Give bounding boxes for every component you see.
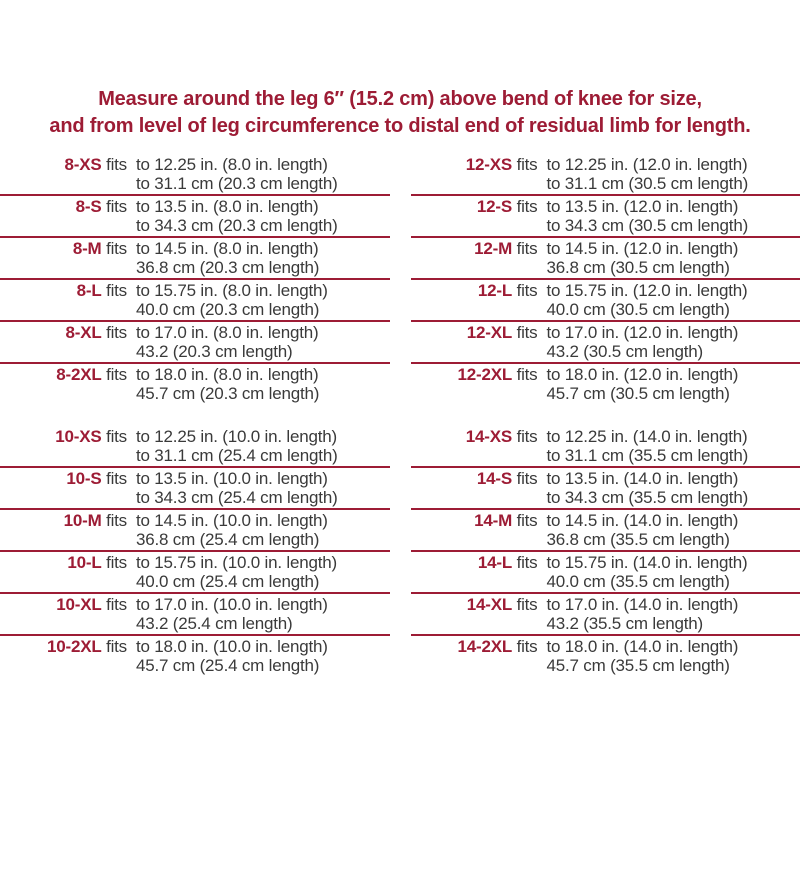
fits-label: fits [517, 323, 538, 342]
size-label-cell [411, 553, 538, 591]
fits-label: fits [517, 365, 538, 384]
size-table [0, 154, 800, 676]
cm-value: 36.8 cm (30.5 cm length) [547, 258, 800, 277]
size-code: 10-XL [56, 595, 101, 614]
size-row [411, 426, 800, 466]
size-row [0, 426, 390, 466]
size-group-14 [411, 426, 800, 676]
size-code: 14-2XL [457, 637, 512, 656]
fits-label: fits [106, 553, 127, 572]
cm-value: 40.0 cm (30.5 cm length) [547, 300, 800, 319]
size-code: 10-L [67, 553, 101, 572]
size-values [136, 553, 390, 591]
cm-value: to 31.1 cm (30.5 cm length) [547, 174, 800, 193]
fits-label: fits [517, 553, 538, 572]
cm-value: to 34.3 cm (25.4 cm length) [136, 488, 390, 507]
inches-value: to 12.25 in. (12.0 in. length) [547, 155, 800, 174]
cm-value: to 34.3 cm (20.3 cm length) [136, 216, 390, 235]
size-code: 14-M [474, 511, 512, 530]
cm-value: to 31.1 cm (25.4 cm length) [136, 446, 390, 465]
size-values [136, 595, 390, 633]
size-label-cell [411, 595, 538, 633]
cm-value: 45.7 cm (30.5 cm length) [547, 384, 800, 403]
size-row [0, 508, 390, 550]
size-values [547, 323, 800, 361]
inches-value: to 15.75 in. (14.0 in. length) [547, 553, 800, 572]
size-label-cell [0, 427, 127, 465]
size-row [411, 320, 800, 362]
size-values [547, 155, 800, 193]
size-code: 8-L [77, 281, 102, 300]
size-label-cell [0, 511, 127, 549]
inches-value: to 12.25 in. (14.0 in. length) [547, 427, 800, 446]
fits-label: fits [517, 281, 538, 300]
fits-label: fits [517, 427, 538, 446]
size-code: 14-S [477, 469, 512, 488]
size-row [0, 278, 390, 320]
size-label-cell [0, 365, 127, 403]
fits-label: fits [517, 469, 538, 488]
inches-value: to 14.5 in. (8.0 in. length) [136, 239, 390, 258]
size-code: 12-M [474, 239, 512, 258]
size-label-cell [0, 239, 127, 277]
fits-label: fits [106, 197, 127, 216]
instruction-line-1: Measure around the leg 6″ (15.2 cm) above bend of knee for size, [0, 86, 800, 113]
size-label-cell [0, 469, 127, 507]
size-values [547, 427, 800, 465]
size-label-cell [411, 197, 538, 235]
size-values [136, 323, 390, 361]
size-values [136, 239, 390, 277]
size-row [0, 194, 390, 236]
size-code: 12-XS [466, 155, 512, 174]
cm-value: to 31.1 cm (20.3 cm length) [136, 174, 390, 193]
cm-value: 36.8 cm (35.5 cm length) [547, 530, 800, 549]
size-row [0, 236, 390, 278]
size-label-cell [411, 637, 538, 675]
inches-value: to 18.0 in. (10.0 in. length) [136, 637, 390, 656]
inches-value: to 13.5 in. (14.0 in. length) [547, 469, 800, 488]
size-values [547, 197, 800, 235]
inches-value: to 18.0 in. (12.0 in. length) [547, 365, 800, 384]
inches-value: to 14.5 in. (14.0 in. length) [547, 511, 800, 530]
size-label-cell [0, 281, 127, 319]
size-row [0, 634, 390, 676]
size-code: 10-S [66, 469, 101, 488]
cm-value: 43.2 (20.3 cm length) [136, 342, 390, 361]
size-group-12 [411, 154, 800, 404]
fits-label: fits [106, 365, 127, 384]
size-label-cell [411, 365, 538, 403]
size-label-cell [411, 511, 538, 549]
size-values [547, 281, 800, 319]
size-values [136, 511, 390, 549]
size-row [0, 592, 390, 634]
size-values [547, 469, 800, 507]
size-code: 14-L [478, 553, 512, 572]
size-values [136, 281, 390, 319]
inches-value: to 17.0 in. (10.0 in. length) [136, 595, 390, 614]
cm-value: 40.0 cm (20.3 cm length) [136, 300, 390, 319]
size-row [411, 194, 800, 236]
size-code: 12-XL [467, 323, 512, 342]
cm-value: 36.8 cm (25.4 cm length) [136, 530, 390, 549]
inches-value: to 15.75 in. (10.0 in. length) [136, 553, 390, 572]
size-label-cell [411, 239, 538, 277]
size-label-cell [0, 197, 127, 235]
fits-label: fits [106, 637, 127, 656]
size-code: 12-2XL [457, 365, 512, 384]
size-row [411, 634, 800, 676]
size-group-10 [0, 426, 390, 676]
fits-label: fits [517, 239, 538, 258]
cm-value: 45.7 cm (25.4 cm length) [136, 656, 390, 675]
size-group-8 [0, 154, 390, 404]
size-values [136, 155, 390, 193]
size-row [0, 154, 390, 194]
inches-value: to 17.0 in. (8.0 in. length) [136, 323, 390, 342]
size-row [411, 550, 800, 592]
inches-value: to 14.5 in. (12.0 in. length) [547, 239, 800, 258]
fits-label: fits [106, 239, 127, 258]
size-label-cell [411, 323, 538, 361]
size-label-cell [411, 155, 538, 193]
fits-label: fits [517, 197, 538, 216]
size-label-cell [0, 553, 127, 591]
size-code: 8-2XL [56, 365, 101, 384]
size-code: 14-XL [467, 595, 512, 614]
size-values [547, 365, 800, 403]
cm-value: 40.0 cm (25.4 cm length) [136, 572, 390, 591]
inches-value: to 18.0 in. (14.0 in. length) [547, 637, 800, 656]
fits-label: fits [106, 469, 127, 488]
size-row [411, 154, 800, 194]
inches-value: to 14.5 in. (10.0 in. length) [136, 511, 390, 530]
fits-label: fits [517, 155, 538, 174]
size-row [411, 278, 800, 320]
inches-value: to 12.25 in. (8.0 in. length) [136, 155, 390, 174]
cm-value: to 34.3 cm (30.5 cm length) [547, 216, 800, 235]
cm-value: 43.2 (30.5 cm length) [547, 342, 800, 361]
cm-value: to 34.3 cm (35.5 cm length) [547, 488, 800, 507]
fits-label: fits [517, 595, 538, 614]
inches-value: to 17.0 in. (14.0 in. length) [547, 595, 800, 614]
inches-value: to 18.0 in. (8.0 in. length) [136, 365, 390, 384]
cm-value: 45.7 cm (20.3 cm length) [136, 384, 390, 403]
size-label-cell [411, 469, 538, 507]
fits-label: fits [106, 281, 127, 300]
inches-value: to 15.75 in. (8.0 in. length) [136, 281, 390, 300]
size-values [547, 595, 800, 633]
size-values [547, 239, 800, 277]
size-code: 12-L [478, 281, 512, 300]
measuring-instructions [0, 86, 800, 140]
inches-value: to 13.5 in. (12.0 in. length) [547, 197, 800, 216]
size-label-cell [411, 281, 538, 319]
size-code: 8-XL [65, 323, 101, 342]
size-code: 12-S [477, 197, 512, 216]
inches-value: to 12.25 in. (10.0 in. length) [136, 427, 390, 446]
cm-value: 36.8 cm (20.3 cm length) [136, 258, 390, 277]
fits-label: fits [106, 155, 127, 174]
size-code: 10-2XL [47, 637, 102, 656]
size-row [411, 592, 800, 634]
size-values [136, 427, 390, 465]
cm-value: 40.0 cm (35.5 cm length) [547, 572, 800, 591]
size-row [0, 320, 390, 362]
inches-value: to 13.5 in. (8.0 in. length) [136, 197, 390, 216]
size-table-left-column [0, 154, 390, 676]
size-row [411, 466, 800, 508]
size-values [136, 365, 390, 403]
size-code: 10-M [64, 511, 102, 530]
fits-label: fits [106, 323, 127, 342]
size-code: 14-XS [466, 427, 512, 446]
size-row [411, 508, 800, 550]
size-label-cell [0, 323, 127, 361]
size-row [411, 362, 800, 404]
size-label-cell [0, 637, 127, 675]
size-values [547, 553, 800, 591]
cm-value: 45.7 cm (35.5 cm length) [547, 656, 800, 675]
inches-value: to 17.0 in. (12.0 in. length) [547, 323, 800, 342]
cm-value: to 31.1 cm (35.5 cm length) [547, 446, 800, 465]
size-values [136, 637, 390, 675]
fits-label: fits [517, 637, 538, 656]
fits-label: fits [106, 595, 127, 614]
size-row [0, 466, 390, 508]
size-row [0, 550, 390, 592]
inches-value: to 15.75 in. (12.0 in. length) [547, 281, 800, 300]
size-table-right-column [411, 154, 800, 676]
size-row [0, 362, 390, 404]
size-chart-page [0, 86, 800, 886]
size-label-cell [0, 155, 127, 193]
size-values [136, 469, 390, 507]
size-label-cell [411, 427, 538, 465]
fits-label: fits [517, 511, 538, 530]
size-values [136, 197, 390, 235]
size-label-cell [0, 595, 127, 633]
inches-value: to 13.5 in. (10.0 in. length) [136, 469, 390, 488]
size-code: 8-S [76, 197, 102, 216]
size-code: 10-XS [55, 427, 101, 446]
size-row [411, 236, 800, 278]
size-code: 8-M [73, 239, 102, 258]
cm-value: 43.2 (25.4 cm length) [136, 614, 390, 633]
size-values [547, 511, 800, 549]
size-code: 8-XS [65, 155, 102, 174]
size-values [547, 637, 800, 675]
fits-label: fits [106, 427, 127, 446]
fits-label: fits [106, 511, 127, 530]
instruction-line-2: and from level of leg circumference to distal end of residual limb for length. [0, 113, 800, 140]
cm-value: 43.2 (35.5 cm length) [547, 614, 800, 633]
